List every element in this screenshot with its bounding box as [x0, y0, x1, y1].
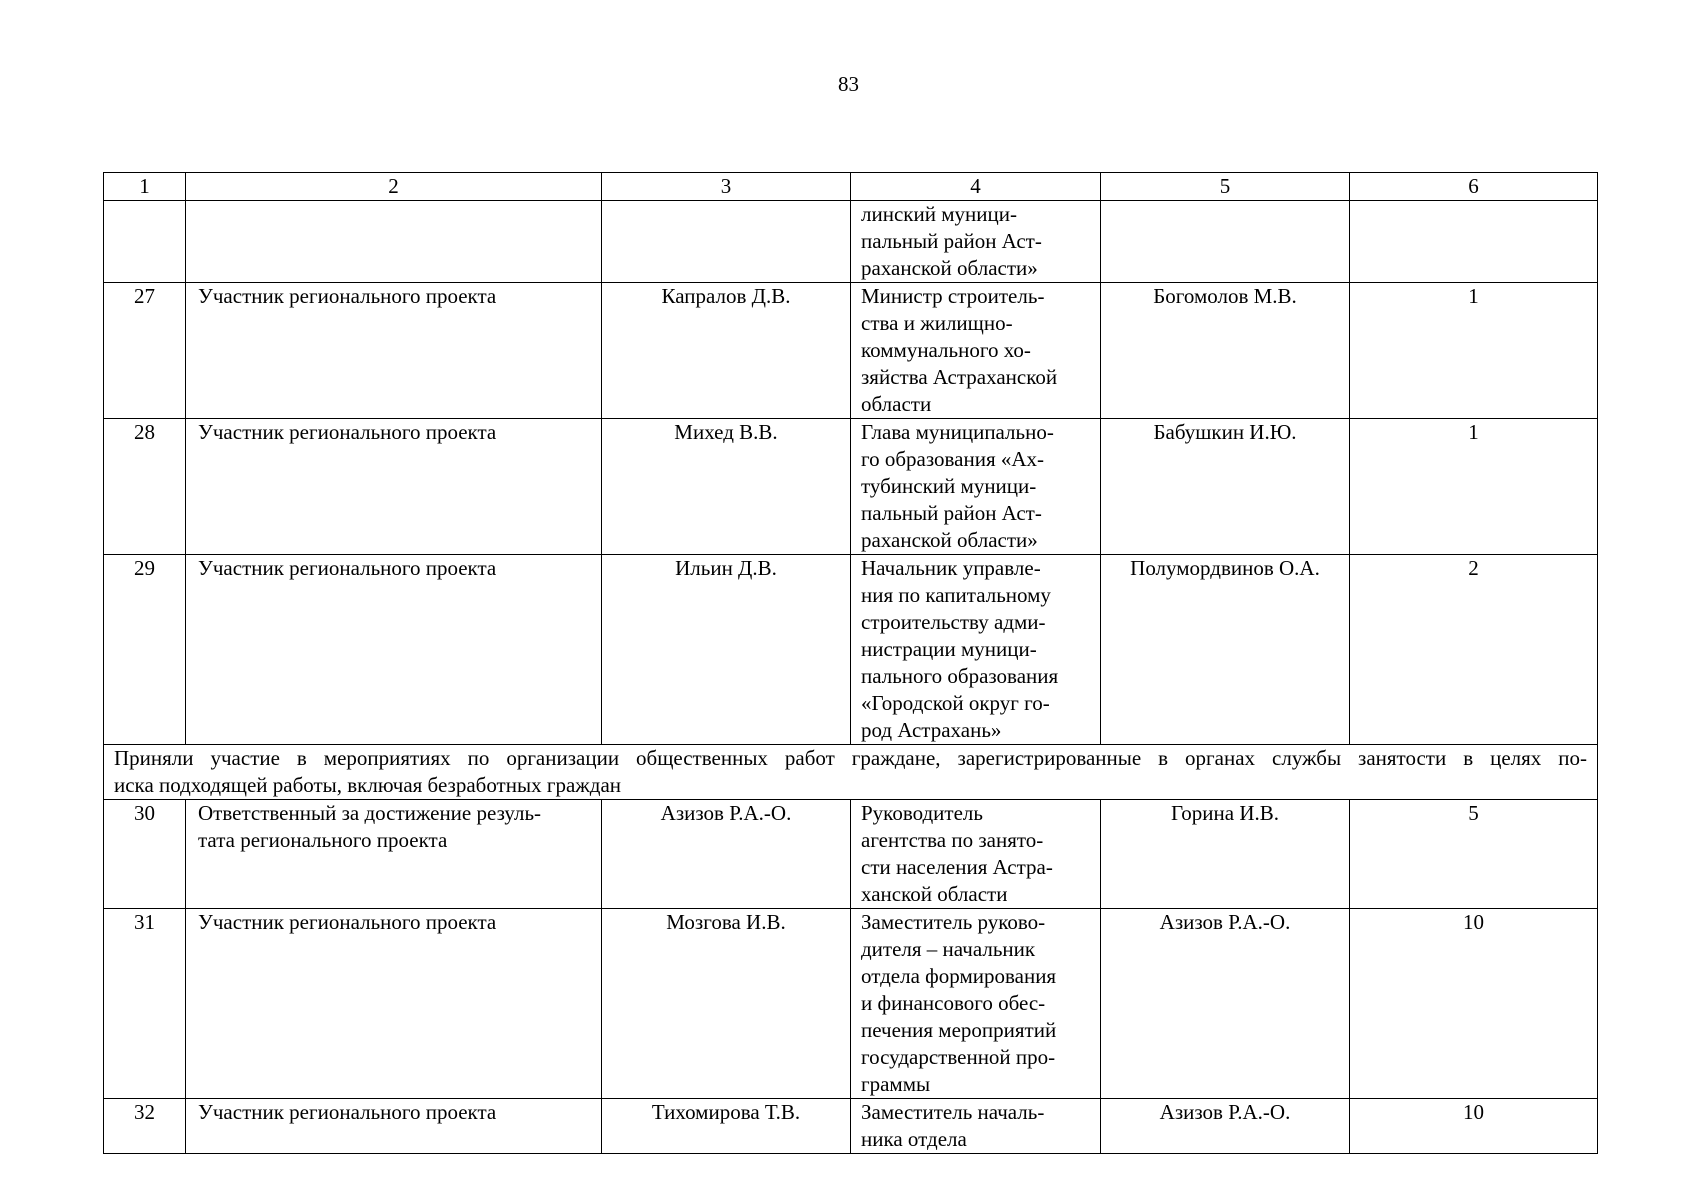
- table-row: [104, 800, 1598, 909]
- section-heading: [104, 745, 1598, 800]
- cell-empty: [1101, 201, 1350, 283]
- position-line: Начальник управле-: [861, 556, 1041, 580]
- position-cell: [851, 1099, 1101, 1154]
- row-number: 29: [104, 555, 186, 745]
- column-number-5: 5: [1101, 173, 1350, 201]
- position-line: Министр строитель-: [861, 284, 1045, 308]
- role-line: Участник регионального проекта: [198, 420, 497, 444]
- name-cell: Азизов Р.А.-О.: [602, 800, 851, 909]
- role-cell: [186, 555, 602, 745]
- position-line: линский муници-: [861, 202, 1017, 226]
- page-number: 83: [838, 72, 859, 96]
- position-line: Глава муниципально-: [861, 420, 1054, 444]
- role-cell: [186, 909, 602, 1099]
- column-number-4: 4: [851, 173, 1101, 201]
- position-cell: [851, 201, 1101, 283]
- role-cell: [186, 800, 602, 909]
- row-number: 32: [104, 1099, 186, 1154]
- supervisor-cell: Азизов Р.А.-О.: [1101, 1099, 1350, 1154]
- name-cell: Тихомирова Т.В.: [602, 1099, 851, 1154]
- row-number: 28: [104, 419, 186, 555]
- position-cell: [851, 555, 1101, 745]
- table-row: [104, 555, 1598, 745]
- row-number: 27: [104, 283, 186, 419]
- name-cell: Ильин Д.В.: [602, 555, 851, 745]
- position-line: ства и жилищно-: [861, 311, 1013, 335]
- column-number-6: 6: [1350, 173, 1598, 201]
- row-number: 30: [104, 800, 186, 909]
- position-line: род Астрахань»: [861, 718, 1002, 742]
- position-line: раханской области»: [861, 528, 1038, 552]
- position-line: ния по капитальному: [861, 583, 1051, 607]
- cell-empty: [1350, 201, 1598, 283]
- position-line: пального образования: [861, 664, 1059, 688]
- position-line: пальный район Аст-: [861, 501, 1042, 525]
- position-line: раханской области»: [861, 256, 1038, 280]
- position-line: Руководитель: [861, 801, 983, 825]
- column-number-2: 2: [186, 173, 602, 201]
- position-line: государственной про-: [861, 1045, 1056, 1069]
- position-line: тубинский муници-: [861, 474, 1037, 498]
- position-line: пальный район Аст-: [861, 229, 1042, 253]
- data-table: [103, 172, 1598, 1154]
- position-line: граммы: [861, 1072, 931, 1096]
- position-line: дителя – начальник: [861, 937, 1036, 961]
- position-line: области: [861, 392, 932, 416]
- column-number-1: 1: [104, 173, 186, 201]
- position-cell: [851, 283, 1101, 419]
- position-line: агентства по занято-: [861, 828, 1044, 852]
- table-header-row: [104, 173, 1598, 201]
- count-cell: 2: [1350, 555, 1598, 745]
- supervisor-cell: Горина И.В.: [1101, 800, 1350, 909]
- position-line: строительству адми-: [861, 610, 1046, 634]
- position-line: коммунального хо-: [861, 338, 1031, 362]
- cell-empty: [104, 201, 186, 283]
- role-line: Участник регионального проекта: [198, 284, 497, 308]
- table-row: [104, 1099, 1598, 1154]
- position-cell: [851, 800, 1101, 909]
- supervisor-cell: Бабушкин И.Ю.: [1101, 419, 1350, 555]
- count-cell: 10: [1350, 1099, 1598, 1154]
- role-cell: [186, 419, 602, 555]
- name-cell: Мозгова И.В.: [602, 909, 851, 1099]
- table-row: [104, 283, 1598, 419]
- section-line: Приняли участие в мероприятиях по организации общественных работ граждане, зарегистрированные в органах службы занятости в целях по-: [114, 746, 1587, 770]
- position-line: печения мероприятий: [861, 1018, 1057, 1042]
- continuation-row: [104, 201, 1598, 283]
- role-cell: [186, 1099, 602, 1154]
- row-number: 31: [104, 909, 186, 1099]
- table-row: [104, 909, 1598, 1099]
- position-line: Заместитель руково-: [861, 910, 1046, 934]
- section-line: иска подходящей работы, включая безработных граждан: [114, 773, 622, 797]
- position-line: зяйства Астраханской: [861, 365, 1058, 389]
- position-cell: [851, 909, 1101, 1099]
- position-line: отдела формирования: [861, 964, 1057, 988]
- count-cell: 10: [1350, 909, 1598, 1099]
- table-row: [104, 419, 1598, 555]
- position-line: «Городской округ го-: [861, 691, 1050, 715]
- role-line: тата регионального проекта: [198, 828, 448, 852]
- role-line: Участник регионального проекта: [198, 910, 497, 934]
- position-line: ника отдела: [861, 1127, 967, 1151]
- position-line: Заместитель началь-: [861, 1100, 1045, 1124]
- position-cell: [851, 419, 1101, 555]
- name-cell: Капралов Д.В.: [602, 283, 851, 419]
- position-line: сти населения Астра-: [861, 855, 1053, 879]
- count-cell: 5: [1350, 800, 1598, 909]
- cell-empty: [186, 201, 602, 283]
- supervisor-cell: Азизов Р.А.-О.: [1101, 909, 1350, 1099]
- position-line: и финансового обес-: [861, 991, 1046, 1015]
- cell-empty: [602, 201, 851, 283]
- position-line: го образования «Ах-: [861, 447, 1045, 471]
- position-line: ханской области: [861, 882, 1008, 906]
- count-cell: 1: [1350, 419, 1598, 555]
- role-line: Участник регионального проекта: [198, 1100, 497, 1124]
- section-row: [104, 745, 1598, 800]
- role-line: Ответственный за достижение резуль-: [198, 801, 542, 825]
- role-line: Участник регионального проекта: [198, 556, 497, 580]
- count-cell: 1: [1350, 283, 1598, 419]
- supervisor-cell: Богомолов М.В.: [1101, 283, 1350, 419]
- supervisor-cell: Полумордвинов О.А.: [1101, 555, 1350, 745]
- position-line: нистрации муници-: [861, 637, 1037, 661]
- role-cell: [186, 283, 602, 419]
- name-cell: Михед В.В.: [602, 419, 851, 555]
- column-number-3: 3: [602, 173, 851, 201]
